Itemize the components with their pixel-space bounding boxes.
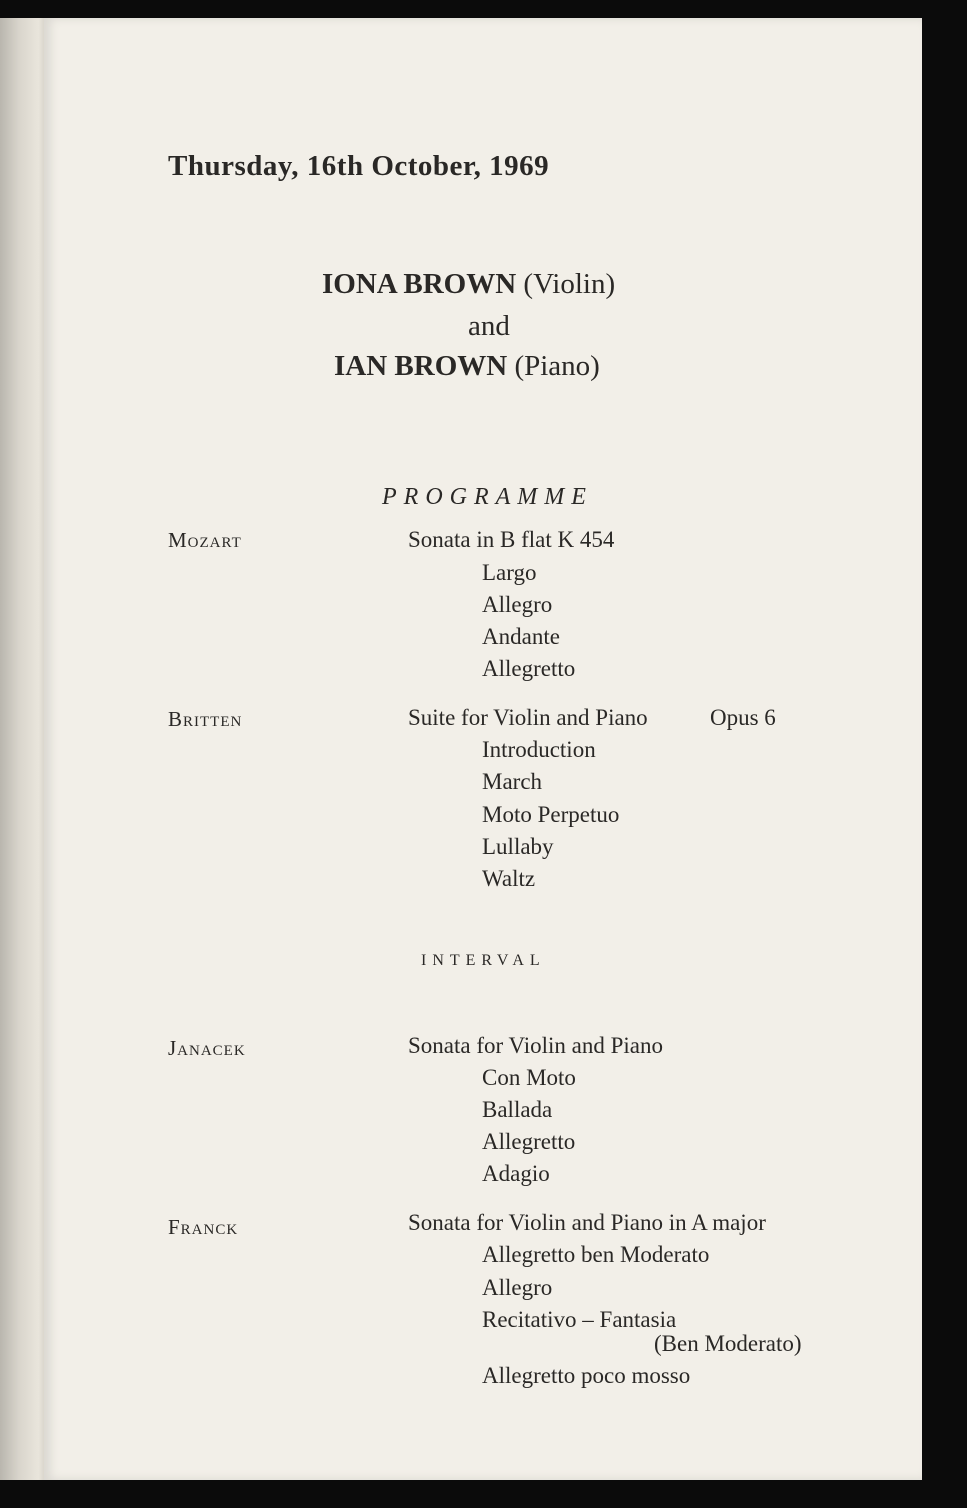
movement: Largo (482, 560, 537, 585)
book-spine (0, 18, 48, 1480)
work-title: Sonata for Violin and Piano (408, 1033, 663, 1058)
movement: Allegretto (482, 656, 576, 681)
work-title: Suite for Violin and Piano (408, 705, 648, 730)
movement: Allegretto (482, 1129, 576, 1154)
movement: Lullaby (482, 834, 554, 859)
movement: Con Moto (482, 1065, 576, 1090)
movement: Andante (482, 624, 560, 649)
performer-instrument: (Violin) (523, 268, 616, 300)
movement: Adagio (482, 1161, 550, 1186)
programme-heading: PROGRAMME (382, 484, 593, 510)
performer-name: IAN BROWN (334, 350, 508, 382)
movement: Recitativo – Fantasia (482, 1307, 677, 1332)
movement: Moto Perpetuo (482, 802, 620, 827)
opus-number: Opus 6 (710, 705, 776, 730)
movement: Introduction (482, 737, 596, 762)
performer-name: IONA BROWN (322, 268, 517, 300)
composer-mozart: Mozart (168, 528, 242, 552)
performer-instrument: (Piano) (514, 350, 600, 382)
movement: Waltz (482, 866, 536, 891)
concert-date: Thursday, 16th October, 1969 (168, 150, 550, 182)
movement-note: (Ben Moderato) (654, 1331, 802, 1356)
performer-violin (322, 268, 615, 301)
movement: March (482, 769, 543, 794)
movement: Allegretto ben Moderato (482, 1242, 710, 1267)
composer-britten: Britten (168, 707, 243, 731)
movement: Allegro (482, 1275, 553, 1300)
movement: Allegro (482, 592, 553, 617)
composer-franck: Franck (168, 1215, 239, 1239)
composer-janacek: Janacek (168, 1036, 246, 1060)
performer-piano (334, 350, 600, 383)
interval-label: INTERVAL (421, 952, 546, 969)
movement: Ballada (482, 1097, 553, 1122)
programme-page (44, 18, 922, 1480)
conjunction: and (468, 310, 510, 342)
work-title: Sonata in B flat K 454 (408, 527, 615, 552)
movement: Allegretto poco mosso (482, 1363, 691, 1388)
work-title: Sonata for Violin and Piano in A major (408, 1210, 766, 1235)
